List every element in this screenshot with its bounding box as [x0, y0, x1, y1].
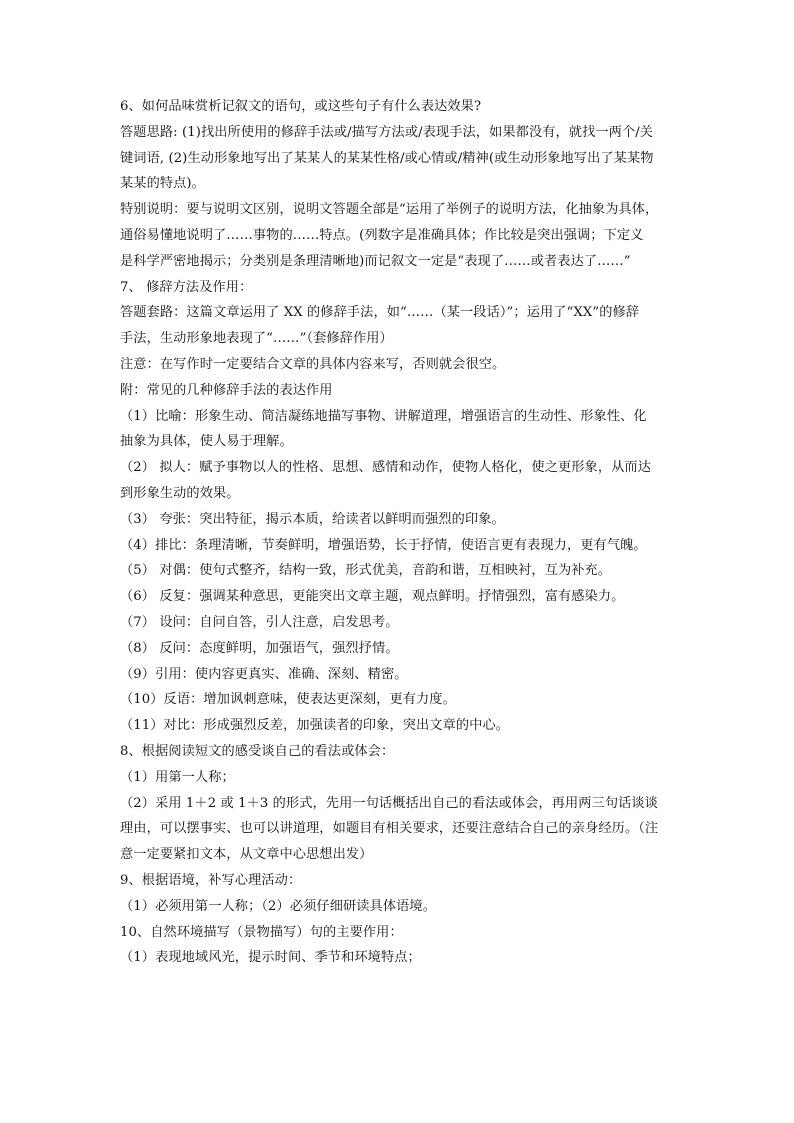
rhetoric-item-metaphor: 抽象为具体，使人易于理解。 [120, 434, 293, 450]
special-note-line: 通俗易懂地说明了……事物的……特点。(列数字是准确具体；作比较是突出强调；下定义 [120, 227, 644, 243]
answer-approach-line: 某某的特点)。 [120, 176, 205, 192]
rhetoric-item-hypophora: （7） 设问：自问自答，引人注意，启发思考。 [120, 614, 399, 630]
rhetoric-item-personification: 到形象生动的效果。 [120, 485, 240, 501]
question-10-point-1: （1）表现地域风光，提示时间、季节和环境特点； [120, 950, 421, 966]
answer-template-line: 手法，生动形象地表现了“……”（套修辞作用） [120, 331, 393, 347]
question-8-point-2: 理由，可以摆事实、也可以讲道理，如题目有相关要求，还要注意结合自己的亲身经历。（注 [120, 821, 659, 837]
attention-note: 注意：在写作时一定要结合文章的具体内容来写，否则就会很空。 [120, 356, 506, 372]
question-8-heading: 8、根据阅读短文的感受谈自己的看法或体会： [120, 743, 395, 759]
question-7-heading: 7、 修辞方法及作用： [120, 279, 253, 295]
rhetoric-item-parallelism: （4）排比：条理清晰，节奏鲜明，增强语势，长于抒情，使语言更有表现力，更有气魄。 [120, 537, 647, 553]
rhetoric-item-contrast: （11）对比：形成强烈反差，加强读者的印象，突出文章的中心。 [120, 718, 510, 734]
appendix-heading: 附：常见的几种修辞手法的表达作用 [120, 382, 333, 398]
rhetoric-item-quotation: （9）引用：使内容更真实、准确、深刻、精密。 [120, 666, 408, 682]
question-6-heading: 6、如何品味赏析记叙文的语句，或这些句子有什么表达效果? [120, 99, 482, 114]
rhetoric-item-antithesis: （5） 对偶：使句式整齐，结构一致，形式优美，音韵和谐，互相映衬，互为补充。 [120, 563, 612, 579]
rhetoric-item-repetition: （6） 反复：强调某种意思，更能突出文章主题，观点鲜明。抒情强烈，富有感染力。 [120, 589, 625, 605]
answer-template-line: 答题套路：这篇文章运用了 XX 的修辞手法，如“……（某一段话）”；运用了“XX”的修辞 [120, 305, 640, 321]
rhetoric-item-irony: （10）反语：增加讽刺意味，使表达更深刻，更有力度。 [120, 692, 456, 708]
rhetoric-item-personification: （2） 拟人：赋予事物以人的性格、思想、感情和动作，使物人格化，使之更形象，从而达 [120, 460, 651, 476]
rhetoric-item-metaphor: （1）比喻：形象生动、简洁凝练地描写事物、讲解道理，增强语言的生动性、形象性、化 [120, 408, 647, 424]
special-note-line: 特别说明：要与说明文区别，说明文答题全部是“运用了举例子的说明方法，化抽象为具体， [120, 202, 659, 218]
question-8-point-2: 意一定要紧扣文本，从文章中心思想出发） [120, 847, 373, 863]
answer-approach-line: 答题思路: (1)找出所使用的修辞手法或/描写方法或/表现手法，如果都没有，就找一两个/关 [120, 124, 654, 140]
question-9-heading: 9、根据语境，补写心理活动： [120, 872, 302, 888]
question-8-point-1: （1）用第一人称； [120, 769, 235, 785]
document-body [120, 94, 680, 971]
question-8-point-2: （2）采用 1＋2 或 1＋3 的形式，先用一句话概括出自己的看法或体会，再用两三句话谈谈 [120, 795, 658, 811]
special-note-line: 是科学严密地揭示；分类别是条理清晰地)而记叙文一定是“表现了……或者表达了……” [120, 253, 631, 269]
question-9-points: （1）必须用第一人称；（2）必须仔细研读具体语境。 [120, 898, 436, 914]
rhetoric-item-rhetorical-question: （8） 反问：态度鲜明，加强语气，强烈抒情。 [120, 640, 399, 656]
rhetoric-item-hyperbole: （3） 夸张：突出特征，揭示本质，给读者以鲜明而强烈的印象。 [120, 511, 505, 527]
answer-approach-line: 键词语, (2)生动形象地写出了某某人的某某性格/或心情或/精神(或生动形象地写出了某某物 [120, 150, 654, 166]
question-10-heading: 10、自然环境描写（景物描写）句的主要作用： [120, 924, 403, 940]
